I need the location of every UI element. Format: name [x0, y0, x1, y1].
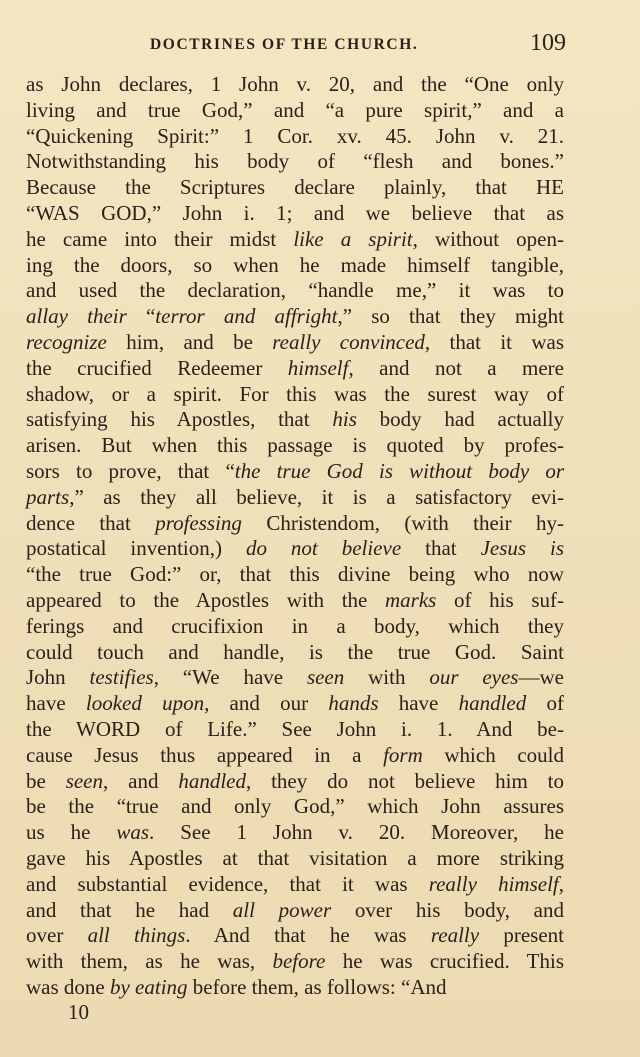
- text-line: [26, 278, 564, 304]
- text-line: [26, 769, 564, 795]
- text-line: [26, 304, 564, 330]
- text-segment: over his body, and: [331, 897, 565, 922]
- text-segment: , and: [103, 768, 179, 793]
- text-segment: , without open-: [412, 226, 565, 251]
- text-line: [26, 407, 564, 433]
- body-text: [26, 72, 564, 1001]
- text-segment: , that it was: [424, 329, 564, 354]
- text-segment: “Quickening Spirit:” 1 Cor. xv. 45. John v. 21.: [26, 123, 564, 148]
- text-segment: be the “true and only God,” which John assures: [26, 794, 564, 819]
- text-segment: “: [126, 304, 156, 329]
- text-segment: Christendom, (with their hy-: [241, 510, 564, 535]
- italic-text: really: [430, 923, 480, 948]
- text-line: [26, 975, 564, 1001]
- italic-text: testifies: [89, 665, 154, 690]
- italic-text: seen: [65, 768, 104, 793]
- text-line: [26, 149, 564, 175]
- text-segment: gave his Apostles at that visitation a more striking: [26, 845, 564, 870]
- text-segment: with: [344, 665, 430, 690]
- italic-text: do not believe: [245, 536, 402, 561]
- text-line: [26, 459, 564, 485]
- text-segment: that: [401, 536, 481, 561]
- text-segment: ,” so that they might: [337, 304, 565, 329]
- text-segment: “WAS GOD,” John i. 1; and we believe that as: [26, 200, 564, 225]
- text-segment: dence that: [26, 510, 156, 535]
- text-segment: appeared to the Apostles with the: [26, 587, 386, 612]
- text-segment: with them, as he was,: [26, 949, 273, 974]
- text-segment: sors to prove, that “: [26, 458, 235, 483]
- text-line: [26, 743, 564, 769]
- text-segment: ,: [558, 871, 564, 896]
- text-segment: cause Jesus thus appeared in a: [26, 742, 384, 767]
- text-segment: Notwithstanding his body of “flesh and bones.”: [26, 149, 564, 174]
- italic-text: really convinced: [272, 329, 425, 354]
- italic-text: parts: [26, 484, 70, 509]
- italic-text: the true God is without body or: [234, 458, 564, 483]
- italic-text: professing: [155, 510, 242, 535]
- text-line: [26, 253, 564, 279]
- text-segment: arisen. But when this passage is quoted by profes-: [26, 433, 564, 458]
- text-line: [26, 949, 564, 975]
- text-segment: be: [26, 768, 66, 793]
- text-segment: John: [26, 665, 90, 690]
- text-line: [26, 536, 564, 562]
- italic-text: himself: [287, 355, 349, 380]
- text-segment: us he: [26, 820, 117, 845]
- text-segment: over: [26, 923, 88, 948]
- text-segment: of: [526, 691, 564, 716]
- text-segment: —we: [518, 665, 564, 690]
- text-segment: and that he had: [26, 897, 233, 922]
- text-line: [26, 382, 564, 408]
- italic-text: terror and affright: [155, 304, 338, 329]
- text-segment: of his suf-: [436, 587, 564, 612]
- signature-mark: 10: [68, 1000, 89, 1024]
- text-segment: him, and be: [106, 329, 273, 354]
- italic-text: his: [332, 407, 357, 432]
- text-segment: and used the declaration, “handle me,” it was to: [26, 278, 564, 303]
- italic-text: recognize: [26, 329, 107, 354]
- running-head: [26, 30, 566, 60]
- italic-text: Jesus is: [480, 536, 565, 561]
- italic-text: really himself: [428, 871, 559, 896]
- italic-text: form: [383, 742, 423, 767]
- text-segment: was done: [26, 974, 110, 999]
- text-segment: . See 1 John v. 20. Moreover, he: [149, 820, 564, 845]
- text-line: [26, 433, 564, 459]
- text-segment: the crucified Redeemer: [26, 355, 288, 380]
- text-segment: Because the Scriptures declare plainly, that HE: [26, 175, 564, 200]
- text-line: [26, 588, 564, 614]
- text-segment: body had actually: [356, 407, 564, 432]
- text-segment: present: [479, 923, 564, 948]
- text-segment: living and true God,” and “a pure spirit,” and a: [26, 97, 564, 122]
- text-segment: he came into their midst: [26, 226, 294, 251]
- italic-text: allay their: [26, 304, 127, 329]
- text-line: [26, 691, 564, 717]
- text-line: [26, 356, 564, 382]
- italic-text: handled: [458, 691, 527, 716]
- text-segment: , and our: [204, 691, 329, 716]
- text-segment: have: [26, 691, 86, 716]
- italic-text: our eyes: [429, 665, 519, 690]
- text-line: [26, 614, 564, 640]
- italic-text: all power: [232, 897, 332, 922]
- text-line: [26, 124, 564, 150]
- text-segment: postatical invention,): [26, 536, 246, 561]
- text-line: [26, 330, 564, 356]
- text-segment: could touch and handle, is the true God. Saint: [26, 639, 564, 664]
- text-segment: . And that he was: [185, 923, 431, 948]
- page-number: 109: [530, 30, 566, 56]
- text-segment: the WORD of Life.” See John i. 1. And be-: [26, 716, 564, 741]
- italic-text: all things: [87, 923, 186, 948]
- italic-text: like a spirit: [293, 226, 413, 251]
- text-segment: before them, as follows: “And: [187, 974, 447, 999]
- text-line: [26, 846, 564, 872]
- italic-text: was: [116, 820, 150, 845]
- text-segment: he was crucified. This: [325, 949, 565, 974]
- text-segment: as John declares, 1 John v. 20, and the “One only: [26, 72, 564, 96]
- text-segment: , and not a mere: [348, 355, 564, 380]
- running-head-title: DOCTRINES OF THE CHURCH.: [150, 36, 419, 53]
- text-line: [26, 511, 564, 537]
- text-segment: which could: [422, 742, 564, 767]
- text-line: [26, 717, 564, 743]
- text-segment: shadow, or a spirit. For this was the surest way of: [26, 381, 564, 406]
- text-segment: have: [378, 691, 459, 716]
- text-line: [26, 98, 564, 124]
- text-segment: and substantial evidence, that it was: [26, 871, 429, 896]
- italic-text: by eating: [109, 974, 188, 999]
- text-line: [26, 201, 564, 227]
- text-segment: , they do not believe him to: [245, 768, 564, 793]
- text-segment: satisfying his Apostles, that: [26, 407, 333, 432]
- italic-text: before: [272, 949, 326, 974]
- text-line: [26, 227, 564, 253]
- text-line: [26, 872, 564, 898]
- text-line: [26, 820, 564, 846]
- italic-text: seen: [306, 665, 345, 690]
- text-segment: ,” as they all believe, it is a satisfactory evi-: [69, 484, 564, 509]
- italic-text: marks: [385, 587, 437, 612]
- text-line: [26, 72, 564, 98]
- text-line: [26, 898, 564, 924]
- text-line: [26, 923, 564, 949]
- text-line: [26, 175, 564, 201]
- text-line: [26, 562, 564, 588]
- text-segment: ing the doors, so when he made himself tangible,: [26, 252, 564, 277]
- text-line: [26, 485, 564, 511]
- text-line: [26, 640, 564, 666]
- italic-text: handled: [178, 768, 246, 793]
- italic-text: looked upon: [85, 691, 205, 716]
- text-line: [26, 665, 564, 691]
- text-segment: ferings and crucifixion in a body, which they: [26, 613, 564, 638]
- text-segment: “the true God:” or, that this divine being who now: [26, 562, 564, 587]
- italic-text: hands: [328, 691, 379, 716]
- text-line: [26, 794, 564, 820]
- text-segment: , “We have: [153, 665, 307, 690]
